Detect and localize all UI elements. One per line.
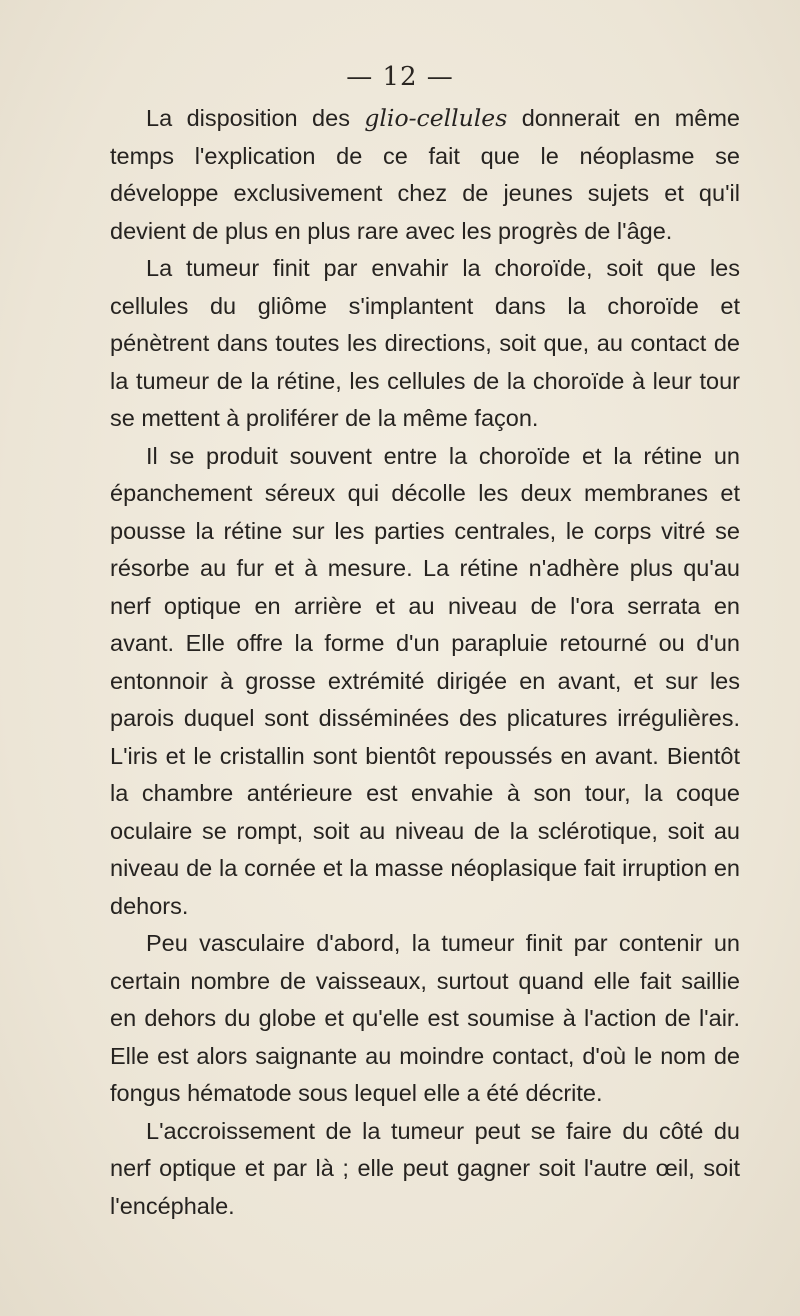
paragraph-1-start: La disposition des bbox=[146, 105, 365, 131]
paragraph-5: L'accroissement de la tumeur peut se faire du côté du nerf optique et par là ; elle peut gagner soit l'autre œil, soit l'encéphale. bbox=[110, 1117, 740, 1219]
paragraph-4: Peu vasculaire d'abord, la tumeur finit par contenir un certain nombre de vaisseaux, surtout quand elle fait saillie en dehors du globe et qu'elle est soumise à l'action de l'air. Elle est alors saignante au moindre contact, d'où le nom de fongus hématode sous lequel elle a été décrite. bbox=[110, 930, 740, 1106]
glio-cellules-term: glio-cellules bbox=[364, 104, 508, 132]
paragraph-2: La tumeur finit par envahir la choroïde, soit que les cellules du gliôme s'implantent dans la choroïde et pénètrent dans toutes les directions, soit que, au contact de la tumeur de la rétine, les cellules de la choroïde à leur tour se mettent à proliférer de la même façon. bbox=[110, 255, 740, 431]
page-number: — 12 — bbox=[346, 62, 454, 92]
paragraph-1-end: donnerait en même temps l'explication de ce fait que le néoplasme se développe exclusivement chez de jeunes sujets et qu'il devient de plus en plus rare avec les progrès de l'âge. bbox=[110, 105, 740, 244]
body-text bbox=[110, 100, 740, 1225]
paragraph-3: Il se produit souvent entre la choroïde et la rétine un épanchement séreux qui décolle les deux membranes et pousse la rétine sur les parties centrales, le corps vitré se résorbe au fur et à mesure. La rétine n'adhère plus qu'au nerf optique en arrière et au niveau de l'ora serrata en avant. Elle offre la forme d'un parapluie retourné ou d'un entonnoir à grosse extrémité dirigée en avant, et sur les parois duquel sont disséminées des plicatures irrégulières. L'iris et le cristallin sont bientôt repoussés en avant. Bientôt la chambre antérieure est envahie à son tour, la coque oculaire se rompt, soit au niveau de la sclérotique, soit au niveau de la cornée et la masse néoplasique fait irruption en dehors. bbox=[110, 442, 740, 919]
paragraph-1 bbox=[110, 100, 740, 250]
